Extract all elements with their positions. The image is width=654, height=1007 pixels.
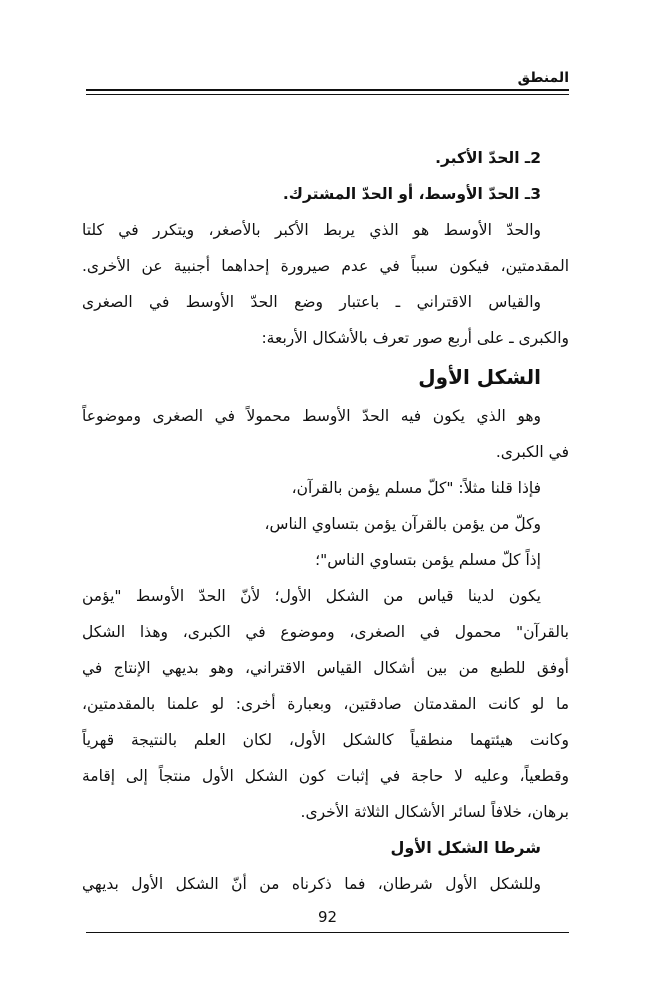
footer-rule (86, 932, 569, 933)
page-body (82, 140, 569, 902)
text-line: بالقرآن" محمول في الصغرى، وموضوع في الكبرى، وهذا الشكل (82, 623, 569, 641)
page-footer (86, 908, 569, 938)
header-rule-thick (86, 89, 569, 91)
text-line: ما لو كانت المقدمتان صادقتين، وبعبارة أخرى: لو علمنا بالمقدمتين، (82, 695, 569, 713)
text-line: فإذا قلنا مثلاً: "كلّ مسلم يؤمن بالقرآن، (291, 479, 541, 497)
header-rule-thin (86, 94, 569, 95)
text-line: والحدّ الأوسط هو الذي يربط الأكبر بالأصغر، ويتكرر في كلتا (82, 221, 541, 239)
text-line: 3ـ الحدّ الأوسط، أو الحدّ المشترك. (282, 185, 541, 203)
text-line: يكون لدينا قياس من الشكل الأول؛ لأنّ الحدّ الأوسط "يؤمن (82, 587, 541, 605)
text-line: إذاً كلّ مسلم يؤمن بتساوي الناس"؛ (315, 551, 541, 569)
text-line: والكبرى ـ على أربع صور تعرف بالأشكال الأربعة: (261, 329, 569, 347)
text-line: برهان، خلافاً لسائر الأشكال الثلاثة الأخرى. (300, 803, 569, 821)
text-line: 2ـ الحدّ الأكبر. (435, 149, 541, 167)
text-line: وكانت هيئتهما منطقياً كالشكل الأول، لكان العلم بالنتيجة قهرياً (82, 731, 569, 749)
running-header (86, 70, 569, 96)
text-line: في الكبرى. (495, 443, 569, 461)
page-number: 92 (317, 908, 338, 926)
text-line: وكلّ من يؤمن بالقرآن يؤمن بتساوي الناس، (264, 515, 541, 533)
text-line: أوفق للطبع من بين أشكال القياس الاقتراني، وهو بديهي الإنتاج في (82, 659, 569, 677)
text-line: وهو الذي يكون فيه الحدّ الأوسط محمولاً في الصغرى وموضوعاً (82, 407, 541, 425)
text-line: المقدمتين، فيكون سبباً في عدم صيرورة إحداهما أجنبية عن الأخرى. (82, 257, 569, 275)
text-line: وقطعياً، وعليه لا حاجة في إثبات كون الشكل الأول منتجاً إلى إقامة (82, 767, 569, 785)
section-heading: الشكل الأول (418, 365, 541, 389)
text-line: والقياس الاقتراني ـ باعتبار وضع الحدّ الأوسط في الصغرى (82, 293, 541, 311)
running-header-title: المنطق (517, 70, 569, 86)
section-subheading: شرطا الشكل الأول (390, 838, 541, 857)
text-line: وللشكل الأول شرطان، فما ذكرناه من أنّ الشكل الأول بديهي (82, 875, 541, 893)
